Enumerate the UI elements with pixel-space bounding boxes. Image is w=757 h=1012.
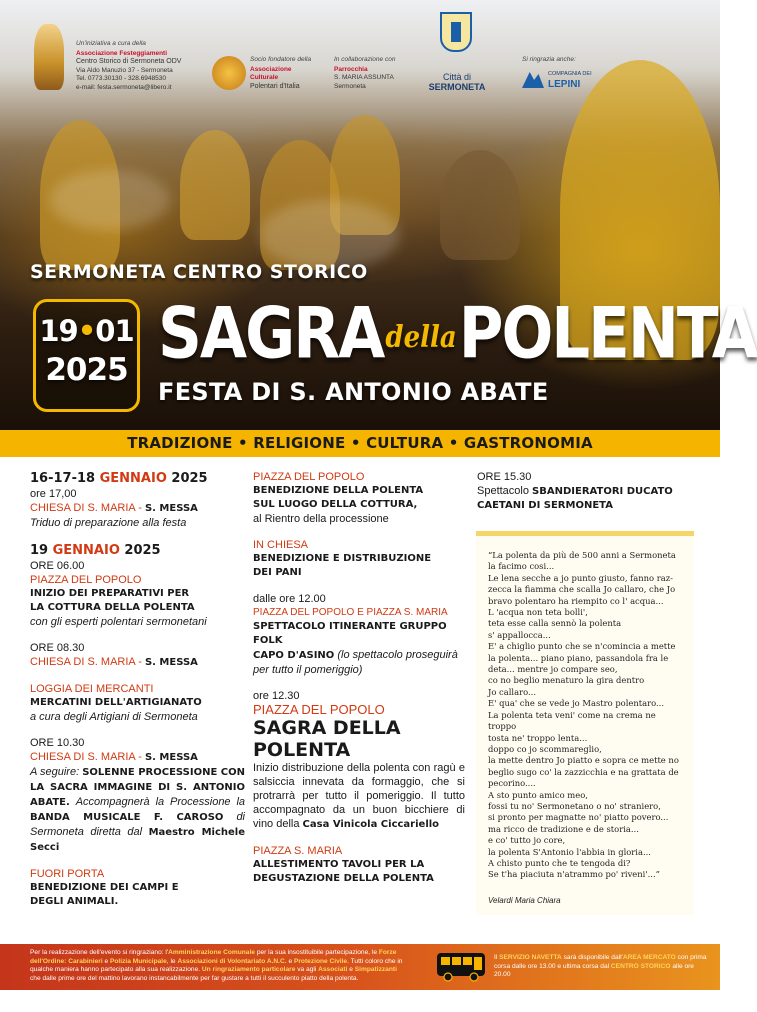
poem-line: la facimo cosi... [488,561,555,572]
polentari-logo [212,56,246,90]
city-coat-of-arms [440,12,472,52]
event-time: ore 12.30 [253,690,300,702]
event-subtitle: FESTA DI S. ANTONIO ABATE [158,378,549,406]
poem-line: E' qua' che se vede jo Mastro polentaro... [488,698,664,709]
event-title: MERCATINI DELL'ARTIGIANATO [30,697,202,708]
program-column-2 [253,470,465,886]
poem-line: tosta ne' troppo lenta... [488,732,588,743]
event-place: CHIESA DI S. MARIA - S. MESSA [30,751,198,763]
event-description: con gli esperti polentari sermonetani [30,616,207,628]
program-column-3 [477,470,695,513]
event-title: DEI PANI [253,567,302,578]
program-column-1 [30,470,245,909]
poem-author: Velardi Maria Chiara [488,895,561,905]
event-place: LOGGIA DEI MERCANTI [30,683,154,695]
event-description: Inizio distribuzione della polenta con ragù e salsiccia innevata da formaggio, che si protrarrà per tutto il pomeriggio. Il tutto accompagnato da un buon bicchiere di vino della Casa Vinicola Ciccariello [253,762,465,830]
poem-line: e co' tutto jo core, [488,835,566,846]
poem-line: beglio sugo co' la zazzicchia e na grattata de [488,766,679,777]
dialect-poem [476,531,694,915]
event-description: a cura degli Artigiani di Sermoneta [30,711,198,723]
date-day: 19 [39,314,78,348]
city-name: Città di SERMONETA [428,72,486,92]
featured-title: SAGRA DELLA [253,717,401,739]
event-title: BENEDIZIONE DELLA POLENTA [253,485,424,496]
event-place: IN CHIESA [253,539,309,551]
bus-icon [436,951,486,982]
event-place: CHIESA DI S. MARIA - S. MESSA [30,656,198,668]
event-place: CHIESA DI S. MARIA - S. MESSA [30,502,198,514]
event-title: ALLESTIMENTO TAVOLI PER LA [253,859,425,870]
poem-line: “La polenta da più de 500 anni a Sermoneta [488,550,676,560]
association-info: Un'iniziativa a cura della Associazione Festeggiamenti Centro Storico di Sermoneta ODV Via Aldo Manuzio 37 - Sermoneta Tel. 0773.30130 - 328.6948530 e-mail: festa.sermoneta@libero.it [76,40,182,91]
date-month: 01 [95,314,134,348]
lepini-logo [522,68,544,88]
poem-line: la polenta... piano piano, passandola fra le [488,652,669,663]
poem-line: deta... mentre jo compare seo, [488,664,618,675]
themes-band [0,430,720,457]
themes-text: TRADIZIONE • RELIGIONE • CULTURA • GASTRONOMIA [127,434,593,452]
poem-line: la mette dentro Jo piatto e sopra ce mette no [488,755,679,766]
title-word-polenta: POLENTA [458,293,757,375]
poem-line: bravo polentaro ha riempito co l' acqua... [488,595,664,606]
event-title: DEGUSTAZIONE DELLA POLENTA [253,873,434,884]
event-title: BENEDIZIONE DEI CAMPI E [30,882,179,893]
thanks-info: Si ringrazia anche: [522,56,576,63]
event-place: PIAZZA DEL POPOLO E PIAZZA S. MARIA [253,607,448,618]
event-time: ore 17,00 [30,488,77,500]
poem-line: A chisto punto che te tengoda di? [488,857,631,868]
poem-line: teta esse calla sennò la polenta [488,618,622,629]
poem-line: La polenta teta veni' come na crema ne troppo [488,709,656,732]
poem-line: Se t'ha piaciuta n'atrammo po' riveni'...” [488,869,660,880]
event-title: CAETANI DI SERMONETA [477,500,613,511]
footer-thanks: Per la realizzazione dell'evento si ringraziano: l'Amministrazione Comunale per la sua insostituibile partecipazione, le Forze dell'Ordine: Carabinieri e Polizia Municipale, le Associazioni di Volontariato A.N.C. e Protezione Civile. Tutti coloro che in qualche maniera hanno partecipato alla sua realizzazione. Un ringraziamento particolare va agli Associati e Simpatizzanti che dalle prime ore del mattino lavorano instancabilmente per far gustare a tutti il succulento piatto della polenta. [30,949,403,982]
date-dot: • [77,314,96,348]
poem-line: L 'acqua non teta bolli', [488,607,588,618]
poem-line: co no beglio menaturo la gira dentro [488,675,645,686]
founder-info: Socio fondatore della Associazione Culturale Polentari d'Italia [250,56,312,90]
event-time: dalle ore 12.00 [253,593,326,605]
title-word-della: della [385,321,457,356]
poem-line: ma ricco de tradizione e de storia... [488,823,639,834]
date-heading: 16-17-18 GENNAIO 2025 [30,471,208,486]
event-description: al Rientro della processione [253,513,389,525]
event-title: BENEDIZIONE E DISTRIBUZIONE [253,553,432,564]
date-year: 2025 [45,352,128,388]
hero-photo [0,0,757,430]
event-title: DEGLI ANIMALI. [30,896,119,907]
lepini-name: COMPAGNIA DEI LEPINI [548,71,592,90]
poem-line: E' a chiglio punto che se n'comincia a mette [488,641,676,652]
location-heading: SERMONETA CENTRO STORICO [30,261,368,283]
poem-text [488,550,686,881]
event-time: ORE 15.30 [477,471,532,483]
event-place: PIAZZA S. MARIA [253,845,343,857]
event-place: PIAZZA DEL POPOLO [30,574,142,586]
poem-line: s' appallocca... [488,629,551,640]
poem-line: A sto punto amico meo, [488,789,588,800]
poem-line: zecca la fiamma che scalla Jo callaro, che Jo [488,584,676,595]
event-place: PIAZZA DEL POPOLO [253,471,365,483]
poem-line: fossi tu no' Sermonetano o no' straniero, [488,800,661,811]
event-place: PIAZZA DEL POPOLO [253,702,385,717]
event-title: LA COTTURA DELLA POLENTA [30,602,195,613]
poem-line: Jo callaro... [488,686,536,697]
event-title: SPETTACOLO ITINERANTE GRUPPO FOLK [253,621,447,646]
event-title: INIZIO DEI PREPARATIVI PER [30,588,190,599]
event-title-line: Spettacolo SBANDIERATORI DUCATO [477,485,673,497]
poem-line: doppo co jo scommareglio, [488,743,602,754]
event-time: ORE 10.30 [30,737,85,749]
event-description: Triduo di preparazione alla festa [30,517,187,529]
poem-line: pecorino.... [488,778,536,789]
event-time: ORE 08.30 [30,642,85,654]
footer-band [0,944,720,990]
shuttle-info: Il SERVIZIO NAVETTA sarà disponibile dall'AREA MERCATO con prima corsa dalle ore 13.00 e ultima corsa dal CENTRO STORICO alle ore 20.00 [494,954,707,979]
sponsor-logos [0,0,720,100]
event-description: A seguire: SOLENNE PROCESSIONE CON LA SACRA IMMAGINE DI S. ANTONIO ABATE. Accompagnerà la Processione la BANDA MUSICALE F. CAROSO di Sermoneta diretta dal Maestro Michele Secci [30,766,246,853]
event-date-box [33,299,140,412]
event-title [158,293,757,375]
event-place: FUORI PORTA [30,868,105,880]
event-title-line: CAPO D'ASINO (lo spettacolo proseguirà per tutto il pomeriggio) [253,649,458,676]
date-heading: 19 GENNAIO 2025 [30,543,161,558]
poem-line: Le lena secche a jo punto giusto, fanno raz- [488,572,673,583]
poem-line: la polenta S'Antonio l'abbia in gloria... [488,846,651,857]
featured-title: POLENTA [253,739,351,761]
association-logo [34,24,64,90]
event-title: SUL LUOGO DELLA COTTURA, [253,499,418,510]
collaboration-info: In collaborazione con Parrocchia S. MARIA ASSUNTA Sermoneta [334,56,396,90]
title-word-sagra: SAGRA [158,293,384,375]
event-time: ORE 06.00 [30,560,85,572]
poem-line: si pronto per magnatte no' piatto povero... [488,812,669,823]
